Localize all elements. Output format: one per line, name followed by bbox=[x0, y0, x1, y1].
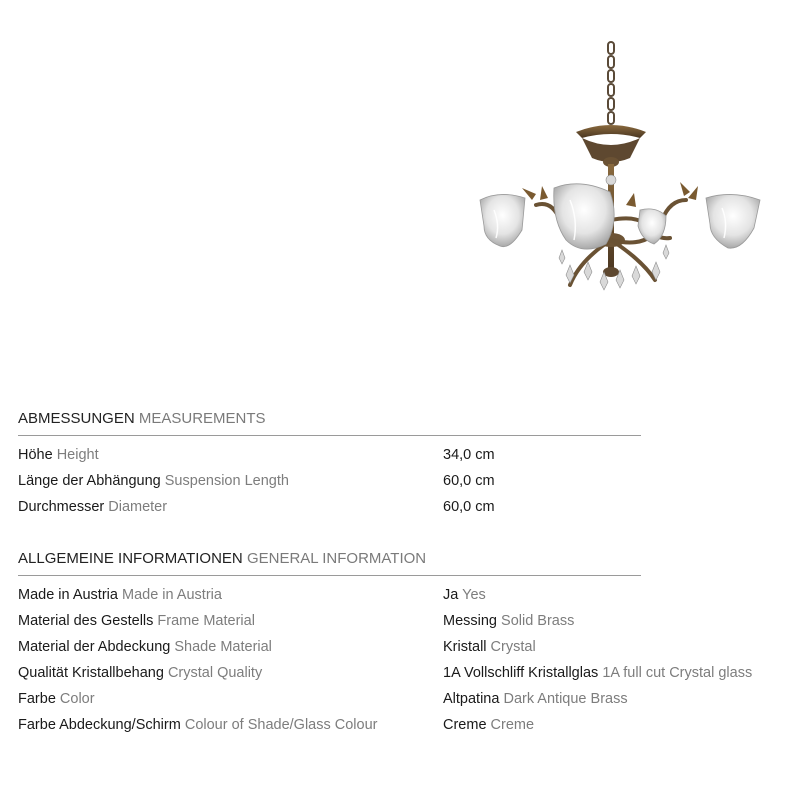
label-en: Height bbox=[56, 447, 99, 463]
label-en: Colour of Shade/Glass Colour bbox=[184, 717, 378, 733]
label-en: Suspension Length bbox=[164, 473, 289, 489]
label-en: Crystal Quality bbox=[167, 665, 263, 681]
general-information-section bbox=[18, 548, 753, 738]
measurement-row-diameter bbox=[18, 494, 641, 520]
value-en: Yes bbox=[462, 587, 486, 603]
measurements-heading-de: ABMESSUNGEN bbox=[18, 410, 135, 427]
value-en: Solid Brass bbox=[501, 613, 575, 629]
value-de: Ja bbox=[443, 587, 459, 603]
row-value bbox=[443, 712, 534, 738]
row-value bbox=[443, 582, 486, 608]
label-en: Made in Austria bbox=[121, 587, 222, 603]
measurements-rows bbox=[18, 442, 641, 520]
general-row-shade-material bbox=[18, 634, 641, 660]
row-value: 60,0 cm bbox=[443, 473, 495, 489]
row-value bbox=[443, 686, 628, 712]
row-value bbox=[443, 660, 752, 686]
label-de: Länge der Abhängung bbox=[18, 473, 161, 489]
row-label bbox=[18, 634, 272, 660]
label-de: Material der Abdeckung bbox=[18, 639, 171, 655]
row-value bbox=[443, 608, 574, 634]
row-label bbox=[18, 686, 95, 712]
chandelier-product-image bbox=[470, 40, 770, 300]
value-de: Kristall bbox=[443, 639, 487, 655]
row-value bbox=[443, 634, 536, 660]
label-en: Frame Material bbox=[157, 613, 255, 629]
row-label bbox=[18, 582, 222, 608]
value-de: Creme bbox=[443, 717, 487, 733]
general-row-crystal-quality bbox=[18, 660, 753, 686]
label-de: Durchmesser bbox=[18, 499, 105, 515]
label-de: Qualität Kristallbehang bbox=[18, 665, 164, 681]
measurement-row-suspension-length bbox=[18, 468, 641, 494]
label-de: Made in Austria bbox=[18, 587, 118, 603]
row-label bbox=[18, 494, 167, 520]
measurements-heading-en: MEASUREMENTS bbox=[138, 410, 266, 427]
general-heading-de: ALLGEMEINE INFORMATIONEN bbox=[18, 550, 243, 567]
row-value: 34,0 cm bbox=[443, 447, 495, 463]
measurement-row-height bbox=[18, 442, 641, 468]
value-de: 1A Vollschliff Kristallglas bbox=[443, 665, 599, 681]
row-label bbox=[18, 468, 289, 494]
general-row-shade-colour bbox=[18, 712, 641, 738]
row-label bbox=[18, 442, 99, 468]
label-de: Farbe bbox=[18, 691, 56, 707]
row-label bbox=[18, 660, 262, 686]
row-label bbox=[18, 608, 255, 634]
value-en: Creme bbox=[490, 717, 535, 733]
label-de: Höhe bbox=[18, 447, 53, 463]
label-de: Material des Gestells bbox=[18, 613, 154, 629]
measurements-section bbox=[18, 408, 641, 520]
measurements-heading bbox=[18, 408, 641, 436]
general-row-made-in-austria bbox=[18, 582, 641, 608]
value-de: Altpatina bbox=[443, 691, 500, 707]
label-de: Farbe Abdeckung/Schirm bbox=[18, 717, 181, 733]
label-en: Color bbox=[59, 691, 95, 707]
value-en: Dark Antique Brass bbox=[503, 691, 628, 707]
general-row-frame-material bbox=[18, 608, 641, 634]
general-heading-en: GENERAL INFORMATION bbox=[246, 550, 427, 567]
value-en: Crystal bbox=[490, 639, 536, 655]
label-en: Shade Material bbox=[174, 639, 272, 655]
value-en: 1A full cut Crystal glass bbox=[602, 665, 753, 681]
label-en: Diameter bbox=[108, 499, 168, 515]
row-label bbox=[18, 712, 377, 738]
general-row-color bbox=[18, 686, 641, 712]
row-value: 60,0 cm bbox=[443, 499, 495, 515]
general-heading bbox=[18, 548, 641, 576]
general-rows bbox=[18, 582, 753, 738]
value-de: Messing bbox=[443, 613, 497, 629]
